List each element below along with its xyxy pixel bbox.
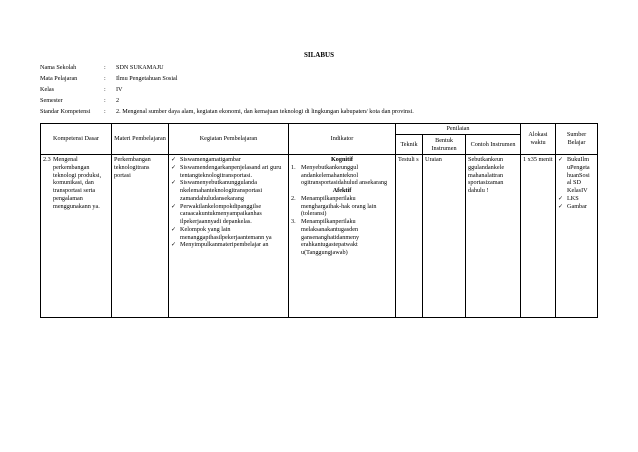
table-row	[41, 155, 598, 318]
info-row-semester: Semester : 2	[40, 97, 120, 104]
identity-block	[40, 64, 414, 119]
info-row-subject: Mata Pelajaran : Ilmu Pengetahuan Sosial	[40, 75, 178, 82]
info-row-class: Kelas : IV	[40, 86, 123, 93]
list-item: ✓ Siswamenyebutkanunggulanda nkelemahanteknologitransportasi zamandahuludansekarang	[171, 179, 286, 202]
cell-kompetensi-dasar: 2.3 Mengenal perkembangan teknologi produksi, komunikasi, dan transportasi serta pengalaman menggunakann ya.	[41, 155, 112, 318]
school-name: SDN SUKAMAJU	[116, 64, 164, 71]
list-item: ✓ Gambar	[558, 203, 595, 211]
header-contoh: Contoh Instrumen	[466, 135, 521, 155]
info-row-standard: Standar Kompetensi : 2. Mengenal sumber daya alam, kegiatan ekonomi, dan kemajuan teknologi di lingkungan kabupaten/ kota dan provinsi.	[40, 108, 414, 115]
list-item: ✓ LKS	[558, 195, 595, 203]
cell-materi: Perkembangan teknologitrans portasi	[112, 155, 169, 318]
list-item: 3. Menampilkanperilaku melaksanakantugasden gansenanghatidanmeny erahkantugastepatwakt u(Tanggungjawab)	[291, 218, 360, 256]
cell-bentuk: Uraian	[423, 155, 466, 318]
list-item: ✓ Menyimpulkanmateripembelajar an	[171, 241, 286, 249]
subject-name: Ilmu Pengetahuan Sosial	[116, 75, 178, 82]
list-item: ✓ Perwakilankelompokdipanggilse carаacakuntukmenyampaikanhas ilpekerjaannyadi depankelas.	[171, 203, 286, 226]
cell-teknik: Testuli s	[396, 155, 423, 318]
class-value: IV	[116, 86, 123, 93]
header-penilaian: Penilaian	[396, 124, 521, 135]
cell-alokasi: 1 x35 menit	[521, 155, 556, 318]
indikator-kognitif-label: Kognitif	[330, 156, 353, 163]
list-item: ✓ Siswamendengarkanpenjelasand ari guru tentangteknologitransportasi.	[171, 164, 286, 180]
info-row-school: Nama Sekolah : SDN SUKAMAJU	[40, 64, 164, 71]
header-teknik: Teknik	[396, 135, 423, 155]
semester-value: 2	[116, 97, 120, 104]
header-bentuk: Bentuk Instrumen	[423, 135, 466, 155]
list-item: ✓ BukuIlm uPengeta huanSosi al SD KelasIV	[558, 156, 595, 195]
header-sumber: Sumber Belajar	[556, 124, 598, 155]
cell-kegiatan	[169, 155, 289, 318]
list-item: 1. Menyebutkankeunggul andankelemahanteknol ogitransportasidahulud ansekarang	[291, 163, 388, 187]
header-kompetensi-dasar: Kompetensi Dasar	[41, 124, 112, 155]
header-kegiatan: Kegiatan Pembelajaran	[169, 124, 289, 155]
header-alokasi: Alokasi waktu	[521, 124, 556, 155]
list-item: ✓ Kelompok yang lain menanggapihasilpekerjaantemann ya	[171, 226, 286, 242]
cell-indikator	[289, 155, 396, 318]
document-title: SILABUS	[304, 51, 334, 59]
header-materi: Materi Pembelajaran	[112, 124, 169, 155]
cell-contoh: Sebutkankeun ggulandankele mahanalattran sportasizaman dahulu !	[466, 155, 521, 318]
cell-sumber	[556, 155, 598, 318]
list-item: 2. Menampilkanperilaku menghargaihak-hak orang lain (toleransi)	[291, 194, 377, 218]
standard-competence: 2. Mengenal sumber daya alam, kegiatan ekonomi, dan kemajuan teknologi di lingkungan kabupaten/ kota dan provinsi.	[116, 108, 414, 115]
indikator-afektif-label: Afektif	[332, 187, 352, 194]
syllabus-table	[40, 123, 598, 318]
list-item: ✓ Siswamengamatigambar	[171, 156, 286, 164]
header-indikator: Indikator	[289, 124, 396, 155]
